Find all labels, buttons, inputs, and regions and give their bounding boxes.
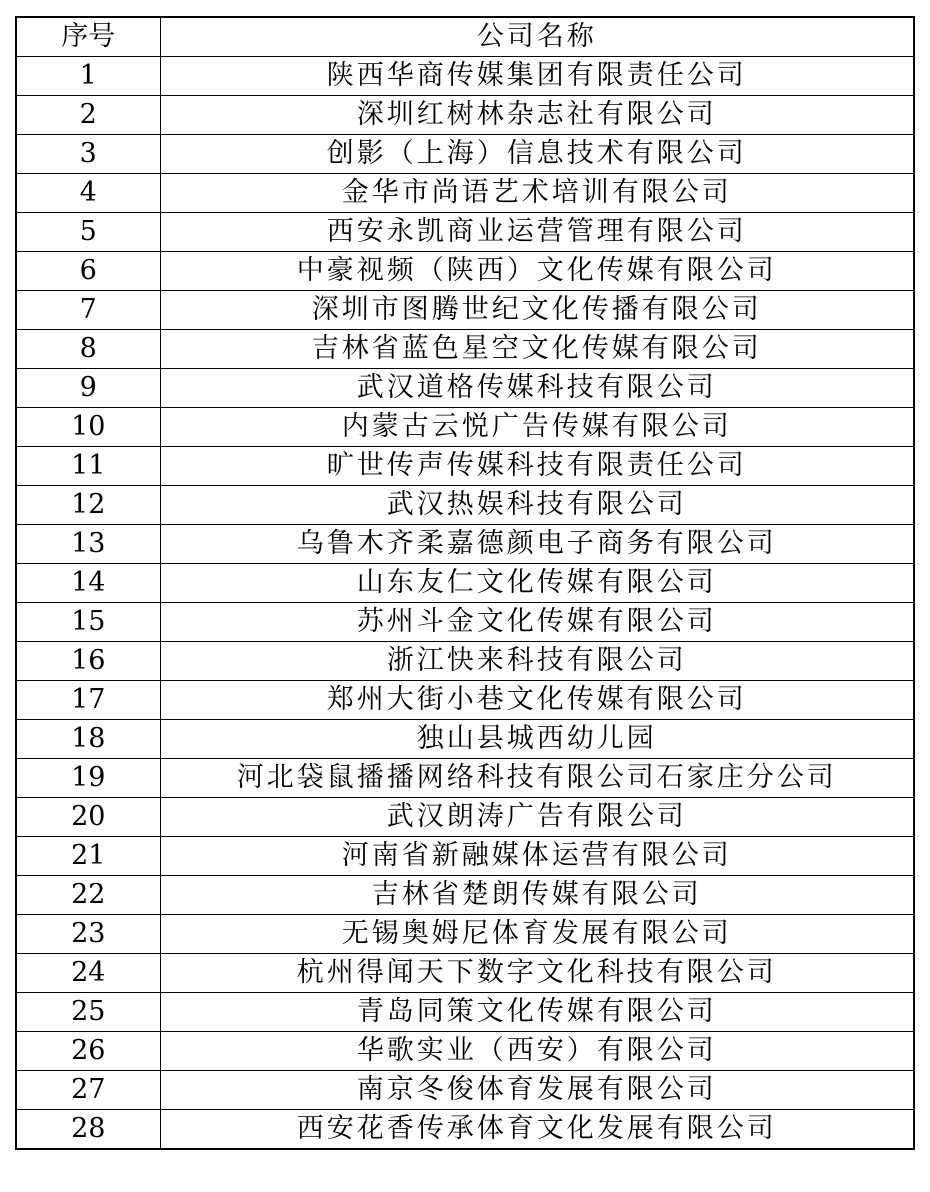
table-row: [16, 252, 914, 291]
company-list-table: [15, 16, 915, 1150]
row-number-cell: 22: [16, 876, 160, 915]
company-name-cell: 无锡奥姆尼体育发展有限公司: [160, 915, 914, 954]
company-name-cell: 深圳市图腾世纪文化传播有限公司: [160, 291, 914, 330]
table-row: [16, 603, 914, 642]
table-row: [16, 915, 914, 954]
company-name-cell: 南京冬俊体育发展有限公司: [160, 1071, 914, 1110]
table-row: [16, 1071, 914, 1110]
company-name-cell: 杭州得闻天下数字文化科技有限公司: [160, 954, 914, 993]
table-row: [16, 993, 914, 1032]
row-number-cell: 16: [16, 642, 160, 681]
company-name-cell: 浙江快来科技有限公司: [160, 642, 914, 681]
company-list-table-container: [15, 16, 913, 1150]
row-number-cell: 6: [16, 252, 160, 291]
column-header-name: 公司名称: [160, 17, 914, 57]
row-number-cell: 28: [16, 1110, 160, 1150]
table-row: [16, 954, 914, 993]
company-name-cell: 西安永凯商业运营管理有限公司: [160, 213, 914, 252]
table-row: [16, 798, 914, 837]
row-number-cell: 4: [16, 174, 160, 213]
table-row: [16, 1032, 914, 1071]
row-number-cell: 18: [16, 720, 160, 759]
row-number-cell: 7: [16, 291, 160, 330]
row-number-cell: 14: [16, 564, 160, 603]
company-name-cell: 乌鲁木齐柔嘉德颜电子商务有限公司: [160, 525, 914, 564]
table-body: [16, 57, 914, 1150]
company-name-cell: 创影（上海）信息技术有限公司: [160, 135, 914, 174]
table-row: [16, 525, 914, 564]
row-number-cell: 21: [16, 837, 160, 876]
table-row: [16, 291, 914, 330]
table-row: [16, 876, 914, 915]
company-name-cell: 吉林省蓝色星空文化传媒有限公司: [160, 330, 914, 369]
table-row: [16, 135, 914, 174]
table-row: [16, 564, 914, 603]
company-name-cell: 独山县城西幼儿园: [160, 720, 914, 759]
company-name-cell: 中豪视频（陕西）文化传媒有限公司: [160, 252, 914, 291]
company-name-cell: 苏州斗金文化传媒有限公司: [160, 603, 914, 642]
row-number-cell: 23: [16, 915, 160, 954]
row-number-cell: 20: [16, 798, 160, 837]
row-number-cell: 27: [16, 1071, 160, 1110]
table-row: [16, 447, 914, 486]
company-name-cell: 郑州大街小巷文化传媒有限公司: [160, 681, 914, 720]
company-name-cell: 华歌实业（西安）有限公司: [160, 1032, 914, 1071]
company-name-cell: 旷世传声传媒科技有限责任公司: [160, 447, 914, 486]
company-name-cell: 内蒙古云悦广告传媒有限公司: [160, 408, 914, 447]
table-row: [16, 642, 914, 681]
company-name-cell: 武汉热娱科技有限公司: [160, 486, 914, 525]
row-number-cell: 26: [16, 1032, 160, 1071]
row-number-cell: 25: [16, 993, 160, 1032]
row-number-cell: 8: [16, 330, 160, 369]
row-number-cell: 19: [16, 759, 160, 798]
table-row: [16, 96, 914, 135]
table-row: [16, 759, 914, 798]
company-name-cell: 金华市尚语艺术培训有限公司: [160, 174, 914, 213]
table-row: [16, 330, 914, 369]
company-name-cell: 山东友仁文化传媒有限公司: [160, 564, 914, 603]
table-row: [16, 369, 914, 408]
table-row: [16, 213, 914, 252]
row-number-cell: 13: [16, 525, 160, 564]
row-number-cell: 2: [16, 96, 160, 135]
row-number-cell: 11: [16, 447, 160, 486]
company-name-cell: 河北袋鼠播播网络科技有限公司石家庄分公司: [160, 759, 914, 798]
table-row: [16, 837, 914, 876]
row-number-cell: 12: [16, 486, 160, 525]
company-name-cell: 武汉朗涛广告有限公司: [160, 798, 914, 837]
table-header-row: [16, 17, 914, 57]
company-name-cell: 河南省新融媒体运营有限公司: [160, 837, 914, 876]
table-row: [16, 174, 914, 213]
table-row: [16, 57, 914, 96]
company-name-cell: 深圳红树林杂志社有限公司: [160, 96, 914, 135]
row-number-cell: 15: [16, 603, 160, 642]
row-number-cell: 3: [16, 135, 160, 174]
row-number-cell: 17: [16, 681, 160, 720]
row-number-cell: 9: [16, 369, 160, 408]
row-number-cell: 5: [16, 213, 160, 252]
table-row: [16, 720, 914, 759]
row-number-cell: 1: [16, 57, 160, 96]
company-name-cell: 吉林省楚朗传媒有限公司: [160, 876, 914, 915]
company-name-cell: 武汉道格传媒科技有限公司: [160, 369, 914, 408]
company-name-cell: 陕西华商传媒集团有限责任公司: [160, 57, 914, 96]
table-row: [16, 1110, 914, 1150]
table-row: [16, 681, 914, 720]
row-number-cell: 24: [16, 954, 160, 993]
company-name-cell: 青岛同策文化传媒有限公司: [160, 993, 914, 1032]
table-row: [16, 408, 914, 447]
column-header-no: 序号: [16, 17, 160, 57]
row-number-cell: 10: [16, 408, 160, 447]
table-row: [16, 486, 914, 525]
company-name-cell: 西安花香传承体育文化发展有限公司: [160, 1110, 914, 1150]
